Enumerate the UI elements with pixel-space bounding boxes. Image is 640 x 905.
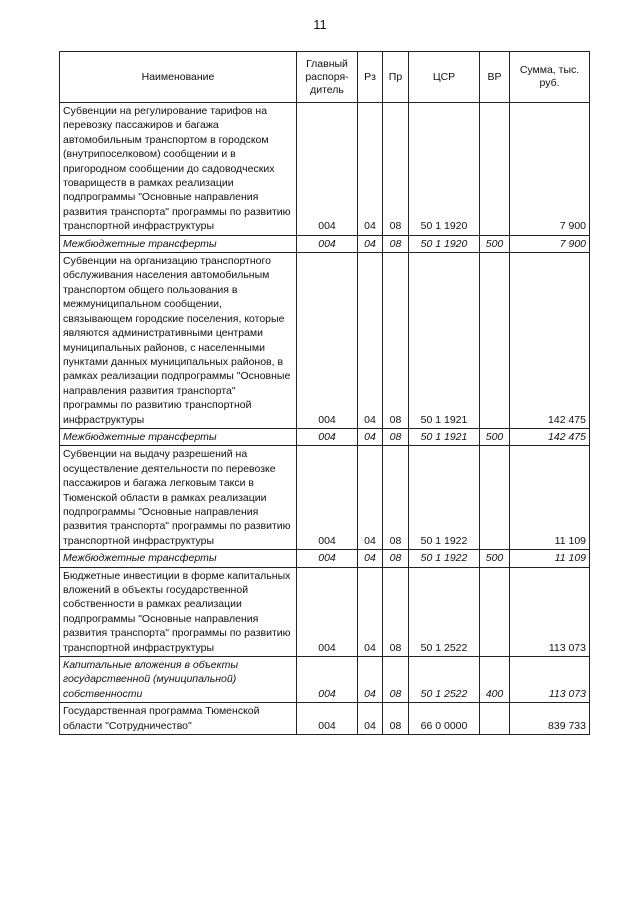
table-row [60,253,590,429]
row-csr: 50 1 2522 [409,657,480,703]
header-sum: Сумма, тыс. руб. [510,52,590,103]
row-rz: 04 [358,103,383,236]
row-sum: 142 475 [510,253,590,429]
row-rz: 04 [358,657,383,703]
row-pr: 08 [383,253,409,429]
table-header-row [60,52,590,103]
row-sum: 113 073 [510,567,590,656]
row-pr: 08 [383,428,409,445]
row-sum: 839 733 [510,703,590,735]
table-row [60,657,590,703]
table-row [60,703,590,735]
row-sum: 7 900 [510,103,590,236]
table-row [60,428,590,445]
row-admin: 004 [297,550,358,567]
row-vr: 500 [480,550,510,567]
row-vr [480,446,510,550]
row-sum: 11 109 [510,446,590,550]
row-rz: 04 [358,428,383,445]
row-vr [480,103,510,236]
table-row [60,446,590,550]
row-pr: 08 [383,550,409,567]
row-csr: 50 1 1920 [409,235,480,252]
row-vr [480,567,510,656]
header-pr: Пр [383,52,409,103]
row-name: Субвенции на организацию транспортного обслуживания населения автомобильным транспортом общего пользования в межмуниципальном сообщении, связывающем городские поселения, которые являются административными центрами муниципальных районов, с населенными пунктами данных муниципальных районов, в рамках реализации подпрограммы "Основные направления развития транспорта" программы по развитию транспортной инфраструктуры [60,253,297,429]
table-row [60,103,590,236]
row-vr: 400 [480,657,510,703]
row-csr: 50 1 1922 [409,550,480,567]
page-number: 11 [313,17,327,32]
row-admin: 004 [297,235,358,252]
row-rz: 04 [358,235,383,252]
row-pr: 08 [383,235,409,252]
row-sum: 113 073 [510,657,590,703]
row-admin: 004 [297,253,358,429]
header-csr: ЦСР [409,52,480,103]
table-row [60,567,590,656]
row-csr: 50 1 1922 [409,446,480,550]
row-rz: 04 [358,703,383,735]
row-vr: 500 [480,235,510,252]
table-row [60,235,590,252]
row-vr [480,253,510,429]
row-admin: 004 [297,657,358,703]
row-pr: 08 [383,567,409,656]
row-name: Бюджетные инвестиции в форме капитальных вложений в объекты государственной собственности в рамках реализации подпрограммы "Основные направления развития транспорта" программы по развитию транспортной инфраструктуры [60,567,297,656]
row-vr [480,703,510,735]
row-name: Государственная программа Тюменской области "Сотрудничество" [60,703,297,735]
row-csr: 50 1 1921 [409,253,480,429]
row-admin: 004 [297,703,358,735]
header-vr: ВР [480,52,510,103]
row-admin: 004 [297,567,358,656]
row-csr: 66 0 0000 [409,703,480,735]
table-row [60,550,590,567]
row-admin: 004 [297,446,358,550]
row-name: Межбюджетные трансферты [60,428,297,445]
row-rz: 04 [358,253,383,429]
row-name: Межбюджетные трансферты [60,550,297,567]
row-pr: 08 [383,703,409,735]
row-name: Субвенции на выдачу разрешений на осуществление деятельности по перевозке пассажиров и багажа легковым такси в Тюменской области в рамках реализации подпрограммы "Основные направления развития транспорта" программы по развитию транспортной инфраструктуры [60,446,297,550]
row-admin: 004 [297,103,358,236]
budget-table [59,51,590,735]
row-name: Капитальные вложения в объекты государственной (муниципальной) собственности [60,657,297,703]
row-name: Межбюджетные трансферты [60,235,297,252]
row-admin: 004 [297,428,358,445]
row-csr: 50 1 1920 [409,103,480,236]
row-pr: 08 [383,103,409,236]
row-sum: 11 109 [510,550,590,567]
header-admin: Главный распоря-дитель [297,52,358,103]
row-sum: 7 900 [510,235,590,252]
row-pr: 08 [383,657,409,703]
row-sum: 142 475 [510,428,590,445]
row-pr: 08 [383,446,409,550]
row-csr: 50 1 2522 [409,567,480,656]
header-name: Наименование [60,52,297,103]
row-rz: 04 [358,550,383,567]
row-rz: 04 [358,567,383,656]
row-vr: 500 [480,428,510,445]
row-name: Субвенции на регулирование тарифов на перевозку пассажиров и багажа автомобильным транспортом в городском (внутрипоселковом) сообщении и в пригородном сообщении до садоводческих товариществ в рамках реализации подпрограммы "Основные направления развития транспорта" программы по развитию транспортной инфраструктуры [60,103,297,236]
row-rz: 04 [358,446,383,550]
row-csr: 50 1 1921 [409,428,480,445]
header-rz: Рз [358,52,383,103]
